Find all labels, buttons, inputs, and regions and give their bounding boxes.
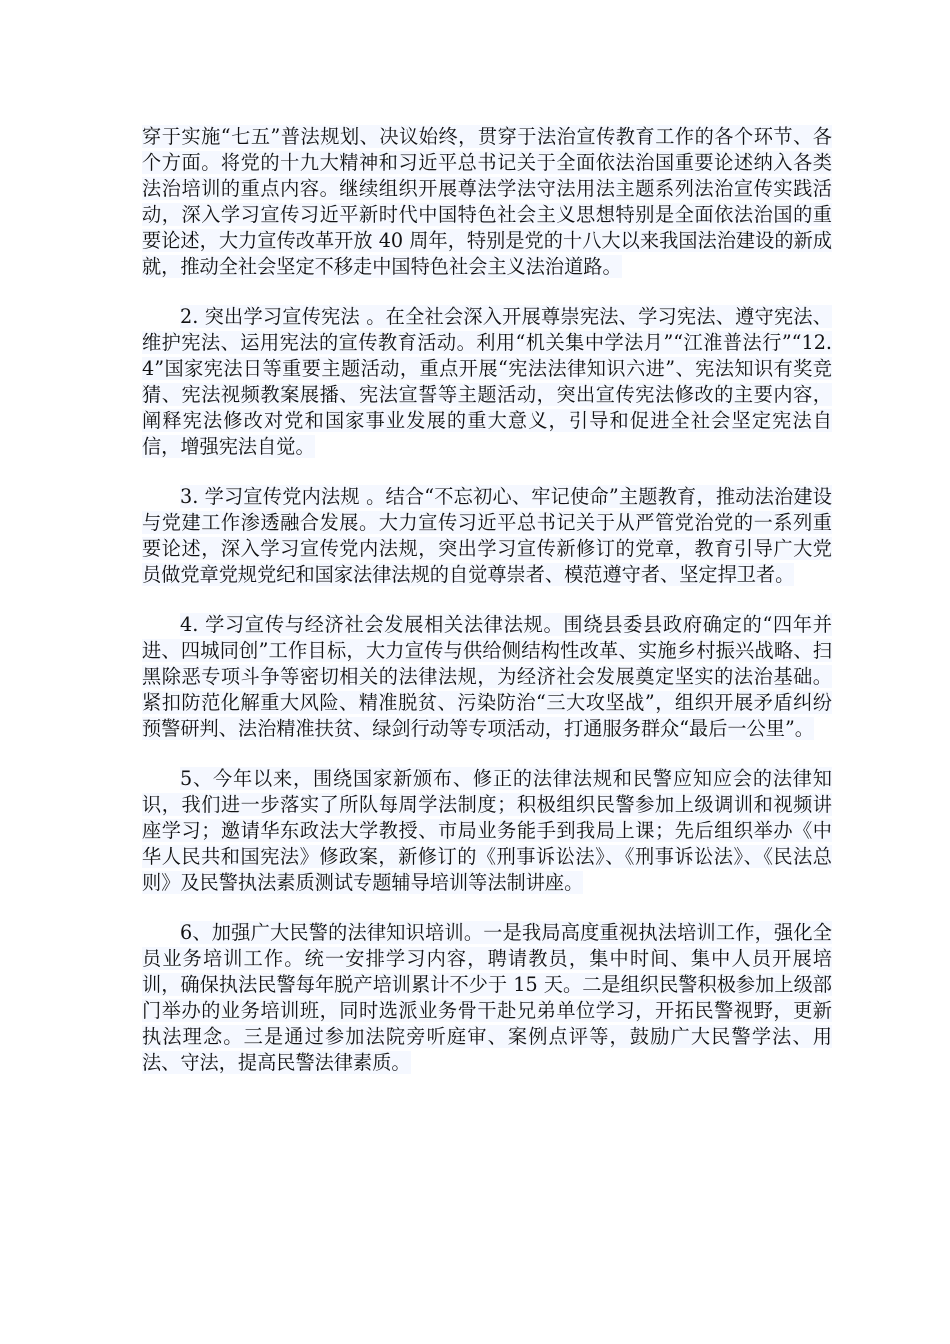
paragraph-5-text: 5、今年以来，围绕国家新颁布、修正的法律法规和民警应知应会的法律知识，我们进一步落实了所队每周学法制度；积极组织民警参加上级调训和视频讲座学习；邀请华东政法大学教授、市局业务能手到我局上课；先后组织举办《中华人民共和国宪法》修政案，新修订的《刑事诉讼法》、《刑事诉讼法》、《民法总则》及民警执法素质测试专题辅导培训等法制讲座。	[142, 767, 832, 894]
paragraph-3	[142, 484, 832, 588]
paragraph-4	[142, 612, 832, 742]
paragraph-2	[142, 304, 832, 460]
document-body	[142, 124, 832, 1100]
paragraph-5	[142, 766, 832, 896]
paragraph-3-text: 3. 学习宣传党内法规 。结合“不忘初心、牢记使命”主题教育，推动法治建设与党建工作渗透融合发展。大力宣传习近平总书记关于从严管党治党的一系列重要论述，深入学习宣传党内法规，突出学习宣传新修订的党章，教育引导广大党员做党章党规党纪和国家法律法规的自觉尊崇者、模范遵守者、坚定捍卫者。	[142, 485, 832, 586]
paragraph-6	[142, 920, 832, 1076]
paragraph-6-text: 6、加强广大民警的法律知识培训。一是我局高度重视执法培训工作，强化全员业务培训工作。统一安排学习内容，聘请教员，集中时间、集中人员开展培训，确保执法民警每年脱产培训累计不少于 15 天。二是组织民警积极参加上级部门举办的业务培训班，同时选派业务骨干赴兄弟单位学习，开拓民警视野，更新执法理念。三是通过参加法院旁听庭审、案例点评等，鼓励广大民警学法、用法、守法，提高民警法律素质。	[142, 921, 832, 1074]
paragraph-1	[142, 124, 832, 280]
paragraph-4-text: 4. 学习宣传与经济社会发展相关法律法规。围绕县委县政府确定的“四年并进、四城同创”工作目标，大力宣传与供给侧结构性改革、实施乡村振兴战略、扫黑除恶专项斗争等密切相关的法律法规，为经济社会发展奠定坚实的法治基础。紧扣防范化解重大风险、精准脱贫、污染防治“三大攻坚战”，组织开展矛盾纠纷预警研判、法治精准扶贫、绿剑行动等专项活动，打通服务群众“最后一公里”。	[142, 613, 832, 740]
paragraph-1-text: 穿于实施“七五”普法规划、决议始终，贯穿于法治宣传教育工作的各个环节、各个方面。将党的十九大精神和习近平总书记关于全面依法治国重要论述纳入各类法治培训的重点内容。继续组织开展尊法学法守法用法主题系列法治宣传实践活动，深入学习宣传习近平新时代中国特色社会主义思想特别是全面依法治国的重要论述，大力宣传改革开放 40 周年，特别是党的十八大以来我国法治建设的新成就，推动全社会坚定不移走中国特色社会主义法治道路。	[142, 125, 832, 278]
paragraph-2-text: 2. 突出学习宣传宪法 。在全社会深入开展尊崇宪法、学习宪法、遵守宪法、维护宪法、运用宪法的宣传教育活动。利用“机关集中学法月”“江淮普法行”“12.4”国家宪法日等重要主题活动，重点开展“宪法法律知识六进”、宪法知识有奖竞猜、宪法视频教案展播、宪法宣誓等主题活动，突出宣传宪法修改的主要内容，阐释宪法修改对党和国家事业发展的重大意义，引导和促进全社会坚定宪法自信，增强宪法自觉。	[142, 305, 832, 458]
